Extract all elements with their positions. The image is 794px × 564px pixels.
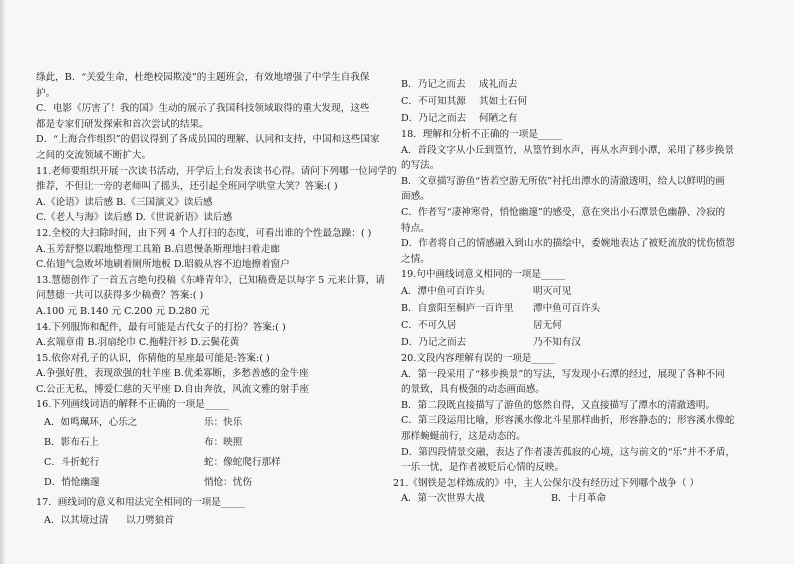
text-line: D．“上海合作组织”的倡议得到了各成员国的理解、认同和支持，中国和这些国家 — [36, 134, 380, 146]
option-text: B．十月革命 — [551, 493, 607, 505]
q19-option-b — [401, 300, 761, 317]
text-line: 护。 — [36, 87, 56, 99]
option-line: C.佑翅气急败坏地刷着厕所地板 D.昭毅从容不迫地擦着窗户 — [36, 259, 290, 271]
right-column — [393, 76, 761, 507]
text-line: 的写法。 — [401, 160, 440, 172]
option-line: C.《老人与海》读后感 D.《世说新语》读后感 — [36, 212, 233, 224]
q19-option-d — [401, 334, 761, 351]
question-11: 11.老师要组织开展一次读书活动，开学后上台发表读书心得。请问下列哪一位同学的 — [36, 165, 397, 177]
option-text: A．潭中鱼可百许头 — [401, 285, 485, 297]
q16-option-d — [36, 473, 382, 493]
question-13: 13.慧德创作了一首五言绝句投稿《东峰青年》，已知稿费是以每字 5 元来计算，请 — [36, 274, 385, 286]
question-14: 14.下列服饰和配件，最有可能是古代女子的打扮？答案:( ) — [36, 321, 286, 333]
text-line: 之情。 — [401, 253, 430, 265]
text-line: B．文章描写游鱼“皆若空游无所依”衬托出潭水的清澈透明，给人以鲜明的画 — [401, 175, 725, 187]
text-line: 都是专家们研发探索和首次尝试的结果。 — [36, 118, 209, 130]
option-gloss: 蛇：像蛇爬行那样 — [204, 457, 281, 469]
question-16: 16.下列画线词语的解释不正确的一项是_____ — [36, 399, 229, 411]
q16-option-c — [36, 453, 382, 473]
question-19: 19.句中画线词意义相同的一项是_____ — [401, 269, 565, 281]
text-line: A．第一段采用了“移步换景”的写法，写发现小石潭的经过，展现了各种不同 — [401, 368, 725, 380]
option-text: D．悄怆幽邃 — [44, 477, 100, 489]
option-line: A.100 元 B.140 元 C.200 元 D.280 元 — [36, 305, 210, 317]
question-17: 17．画线词的意义和用法完全相同的一项是_____ — [36, 497, 245, 509]
option-text: C．不可知其源 — [401, 96, 466, 107]
option-line: A.玉芳舒整以暇地整理工具箱 B.启恩慢条斯理地扫着走廊 — [36, 243, 280, 255]
option-line: A.《论语》读后感 B.《三国演义》读后感 — [36, 196, 213, 208]
option-line: C.公正无私，博爱仁慈的天平座 D.自由奔放，风流文雅的射手座 — [36, 383, 309, 395]
question-12: 12.全校的大扫除时间，由下列 4 个人打扫的态度，可看出谁的个性最急躁：( ) — [36, 227, 372, 239]
option-text: A．第一次世界大战 — [401, 493, 485, 505]
option-line: A.争强好胜，表现欲强的牡羊座 B.优柔寡断，多愁善感的金牛座 — [36, 368, 309, 380]
text-line: 推荐，不但让一旁的老师叫了摇头，还引起全班同学哄堂大笑？答案:( ) — [36, 181, 338, 193]
text-line: 之间的交流领域不断扩大。 — [36, 149, 152, 161]
q16-option-b — [36, 433, 382, 453]
option-text: B．乃记之而去 — [401, 79, 466, 90]
left-column — [36, 70, 397, 529]
option-gloss: 悄怆：忧伤 — [204, 477, 252, 489]
text-line: B．第二段既直接描写了游鱼的悠然自得，又直接描写了潭水的清澈透明。 — [401, 399, 716, 411]
q17-option-a — [36, 513, 382, 529]
text-line: 一乐一忧，是作者被贬后心情的反映。 — [401, 462, 565, 474]
q19-option-c — [401, 317, 761, 334]
q16-option-a — [36, 413, 382, 433]
option-text: C．斗折蛇行 — [44, 457, 100, 469]
question-21: 21.《钢铁是怎样炼成的》中，主人公保尔没有经历过下列哪个战争（ ） — [393, 477, 700, 489]
option-text: 何陋之有 — [479, 113, 518, 124]
option-text: 明灭可见 — [533, 285, 572, 297]
text-line: C．第三段运用比喻，形容溪水像北斗星那样曲折，形容静态的；形容溪水像蛇 — [401, 415, 735, 427]
option-text: 乃不知有汉 — [533, 336, 581, 348]
text-line: A．首段文字从小丘到篁竹，从篁竹到水声，再从水声到小潭，采用了移步换景 — [401, 144, 735, 156]
option-text: 以刀劈狼首 — [126, 515, 174, 527]
text-line: D．第四段情景交融，表达了作者凄苦孤寂的心境，这与前文的“乐”并不矛盾， — [401, 446, 736, 458]
text-line: C．电影《厉害了！我的国》生动的展示了我国科技领域取得的重大发现，这些 — [36, 103, 370, 115]
option-text: D．乃记之而去 — [401, 336, 467, 348]
q17-option-b — [401, 76, 761, 93]
scan-edge-shadow — [0, 0, 6, 564]
q17-option-d — [401, 110, 761, 127]
option-text: 其如土石何 — [479, 96, 527, 107]
option-text: 居无何 — [533, 319, 562, 331]
option-gloss: 乐：快乐 — [204, 417, 243, 429]
q17-option-c — [401, 93, 761, 110]
text-line: 面感。 — [401, 191, 430, 203]
option-line: A.玄端章甫 B.羽扇纶巾 C.拖鞋汗衫 D.云鬓花黄 — [36, 337, 240, 349]
text-line: 的景致，具有极强的动态画面感。 — [401, 384, 545, 396]
question-15: 15.依你对孔子的认识，你猜他的星座最可能是:答案:( ) — [36, 352, 270, 364]
option-text: 潭中鱼可百许头 — [533, 302, 601, 314]
text-line: 问慧德一共可以获得多少稿费？答案:( ) — [36, 290, 204, 302]
question-20: 20.文段内容理解有误的一项是_____ — [401, 352, 556, 364]
option-text: B．自蛮阳至桐庐一百许里 — [401, 302, 514, 314]
text-line: 那样蜿蜒前行，这是动态的。 — [401, 430, 526, 442]
text-line: C．作者写“凄神寒骨，悄怆幽邃”的感受，意在突出小石潭景色幽静、冷寂的 — [401, 206, 726, 218]
option-text: D．乃记之而去 — [401, 113, 467, 124]
option-text: C．不可久居 — [401, 319, 457, 331]
option-text: B．影布石上 — [44, 437, 100, 449]
question-18: 18．理解和分析不正确的一项是_____ — [401, 129, 562, 140]
option-gloss: 布：映照 — [204, 437, 243, 449]
option-text: 成礼而去 — [479, 79, 518, 90]
q21-options — [401, 491, 761, 507]
q19-option-a — [401, 283, 761, 300]
option-text: A．以其境过清 — [44, 515, 109, 527]
text-line: 绦此，B．“关爱生命，杜绝校园欺凌”的主题班会，有效地增强了中学生自我保 — [36, 72, 370, 83]
text-line: 特点。 — [401, 222, 430, 234]
text-line: D．作者将自己的情感融入到山水的描绘中，委婉地表达了被贬流放的忧伤愤怨 — [401, 238, 735, 250]
option-text: A．如鸣珮环，心乐之 — [44, 417, 138, 429]
